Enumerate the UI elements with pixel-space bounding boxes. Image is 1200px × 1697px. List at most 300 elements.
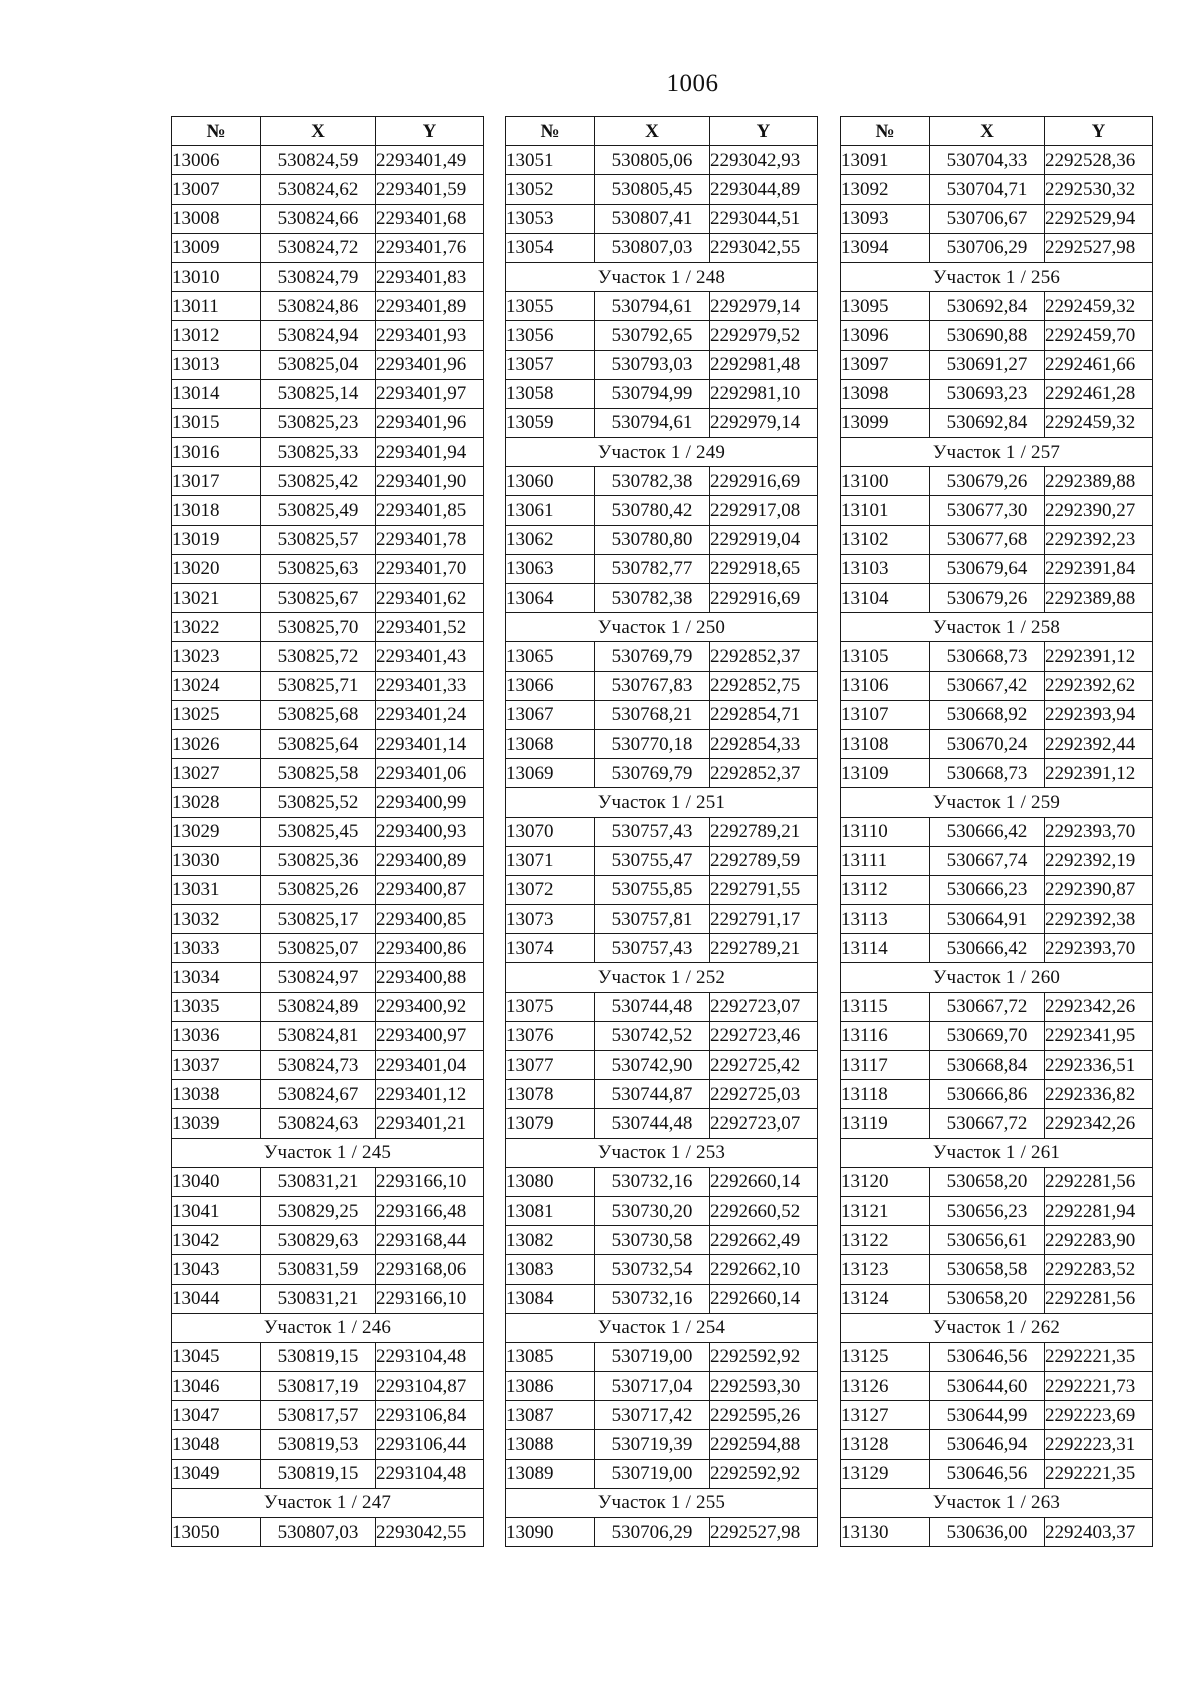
table-row xyxy=(172,379,484,408)
table-row xyxy=(841,759,1153,788)
y-coordinate: 2293042,55 xyxy=(710,233,818,262)
table-row xyxy=(506,642,818,671)
x-coordinate: 530668,84 xyxy=(930,1051,1045,1080)
table-row xyxy=(506,525,818,554)
table-row xyxy=(841,379,1153,408)
point-number: 13040 xyxy=(172,1167,261,1196)
table-row xyxy=(841,292,1153,321)
point-number: 13101 xyxy=(841,496,930,525)
point-number: 13054 xyxy=(506,233,595,262)
x-coordinate: 530807,41 xyxy=(595,204,710,233)
section-label: Участок 1 / 261 xyxy=(841,1138,1153,1167)
table-row xyxy=(172,1080,484,1109)
y-coordinate: 2292336,51 xyxy=(1045,1051,1153,1080)
section-label: Участок 1 / 259 xyxy=(841,788,1153,817)
table-row xyxy=(172,1226,484,1255)
point-number: 13069 xyxy=(506,759,595,788)
y-coordinate: 2293401,93 xyxy=(376,321,484,350)
table-row xyxy=(506,584,818,613)
x-coordinate: 530666,42 xyxy=(930,817,1045,846)
point-number: 13083 xyxy=(506,1255,595,1284)
point-number: 13007 xyxy=(172,175,261,204)
table-row xyxy=(172,1255,484,1284)
table-row xyxy=(172,700,484,729)
point-number: 13063 xyxy=(506,554,595,583)
point-number: 13096 xyxy=(841,321,930,350)
table-row xyxy=(506,1372,818,1401)
section-row xyxy=(506,1313,818,1342)
section-row xyxy=(506,1488,818,1517)
section-row xyxy=(841,1313,1153,1342)
point-number: 13019 xyxy=(172,525,261,554)
y-coordinate: 2292917,08 xyxy=(710,496,818,525)
point-number: 13099 xyxy=(841,408,930,437)
table-row xyxy=(841,875,1153,904)
table-row xyxy=(172,292,484,321)
x-coordinate: 530646,94 xyxy=(930,1430,1045,1459)
x-coordinate: 530829,25 xyxy=(261,1196,376,1225)
y-coordinate: 2292221,35 xyxy=(1045,1459,1153,1488)
y-coordinate: 2293166,10 xyxy=(376,1167,484,1196)
y-coordinate: 2293044,51 xyxy=(710,204,818,233)
y-coordinate: 2292283,52 xyxy=(1045,1255,1153,1284)
section-row xyxy=(172,1488,484,1517)
point-number: 13110 xyxy=(841,817,930,846)
x-coordinate: 530732,54 xyxy=(595,1255,710,1284)
y-coordinate: 2292342,26 xyxy=(1045,1109,1153,1138)
x-coordinate: 530831,21 xyxy=(261,1167,376,1196)
table-row xyxy=(172,408,484,437)
point-number: 13020 xyxy=(172,554,261,583)
point-number: 13051 xyxy=(506,146,595,175)
y-coordinate: 2292283,90 xyxy=(1045,1226,1153,1255)
point-number: 13032 xyxy=(172,905,261,934)
point-number: 13130 xyxy=(841,1518,930,1547)
table-row xyxy=(506,204,818,233)
point-number: 13066 xyxy=(506,671,595,700)
y-coordinate: 2293168,44 xyxy=(376,1226,484,1255)
y-coordinate: 2293400,99 xyxy=(376,788,484,817)
point-number: 13079 xyxy=(506,1109,595,1138)
header-y: Y xyxy=(710,117,818,146)
y-coordinate: 2292592,92 xyxy=(710,1342,818,1371)
table-row xyxy=(841,671,1153,700)
point-number: 13125 xyxy=(841,1342,930,1371)
x-coordinate: 530742,52 xyxy=(595,1021,710,1050)
y-coordinate: 2292390,27 xyxy=(1045,496,1153,525)
table-row xyxy=(172,204,484,233)
x-coordinate: 530782,38 xyxy=(595,467,710,496)
y-coordinate: 2293401,59 xyxy=(376,175,484,204)
x-coordinate: 530755,47 xyxy=(595,846,710,875)
point-number: 13113 xyxy=(841,905,930,934)
point-number: 13128 xyxy=(841,1430,930,1459)
point-number: 13008 xyxy=(172,204,261,233)
section-row xyxy=(841,788,1153,817)
x-coordinate: 530817,57 xyxy=(261,1401,376,1430)
table-row xyxy=(172,963,484,992)
y-coordinate: 2293401,89 xyxy=(376,292,484,321)
x-coordinate: 530825,23 xyxy=(261,408,376,437)
table-row xyxy=(841,525,1153,554)
header-y: Y xyxy=(376,117,484,146)
point-number: 13120 xyxy=(841,1167,930,1196)
y-coordinate: 2292393,70 xyxy=(1045,817,1153,846)
table-row xyxy=(841,817,1153,846)
section-row xyxy=(506,262,818,291)
point-number: 13045 xyxy=(172,1342,261,1371)
point-number: 13088 xyxy=(506,1430,595,1459)
section-label: Участок 1 / 247 xyxy=(172,1488,484,1517)
x-coordinate: 530824,86 xyxy=(261,292,376,321)
table-row xyxy=(172,671,484,700)
point-number: 13100 xyxy=(841,467,930,496)
table-row xyxy=(172,554,484,583)
table-row xyxy=(841,642,1153,671)
point-number: 13058 xyxy=(506,379,595,408)
y-coordinate: 2292723,07 xyxy=(710,1109,818,1138)
section-label: Участок 1 / 253 xyxy=(506,1138,818,1167)
point-number: 13087 xyxy=(506,1401,595,1430)
x-coordinate: 530824,79 xyxy=(261,262,376,291)
point-number: 13026 xyxy=(172,729,261,758)
y-coordinate: 2293400,88 xyxy=(376,963,484,992)
x-coordinate: 530730,20 xyxy=(595,1196,710,1225)
y-coordinate: 2292221,73 xyxy=(1045,1372,1153,1401)
point-number: 13049 xyxy=(172,1459,261,1488)
table-row xyxy=(841,1167,1153,1196)
x-coordinate: 530825,33 xyxy=(261,438,376,467)
y-coordinate: 2292662,49 xyxy=(710,1226,818,1255)
y-coordinate: 2293401,24 xyxy=(376,700,484,729)
table-row xyxy=(172,584,484,613)
x-coordinate: 530679,26 xyxy=(930,584,1045,613)
x-coordinate: 530794,61 xyxy=(595,408,710,437)
point-number: 13095 xyxy=(841,292,930,321)
table-row xyxy=(506,1342,818,1371)
table-row xyxy=(506,496,818,525)
table-row xyxy=(172,1167,484,1196)
y-coordinate: 2293401,43 xyxy=(376,642,484,671)
x-coordinate: 530824,81 xyxy=(261,1021,376,1050)
point-number: 13102 xyxy=(841,525,930,554)
section-row xyxy=(506,438,818,467)
point-number: 13015 xyxy=(172,408,261,437)
x-coordinate: 530755,85 xyxy=(595,875,710,904)
section-label: Участок 1 / 254 xyxy=(506,1313,818,1342)
point-number: 13012 xyxy=(172,321,261,350)
x-coordinate: 530656,23 xyxy=(930,1196,1045,1225)
section-row xyxy=(841,963,1153,992)
x-coordinate: 530782,38 xyxy=(595,584,710,613)
x-coordinate: 530769,79 xyxy=(595,759,710,788)
x-coordinate: 530825,49 xyxy=(261,496,376,525)
point-number: 13030 xyxy=(172,846,261,875)
point-number: 13084 xyxy=(506,1284,595,1313)
y-coordinate: 2293401,12 xyxy=(376,1080,484,1109)
table-row xyxy=(172,175,484,204)
y-coordinate: 2293400,85 xyxy=(376,905,484,934)
table-row xyxy=(841,1080,1153,1109)
table-row xyxy=(841,204,1153,233)
y-coordinate: 2292281,56 xyxy=(1045,1284,1153,1313)
point-number: 13041 xyxy=(172,1196,261,1225)
point-number: 13064 xyxy=(506,584,595,613)
y-coordinate: 2292403,37 xyxy=(1045,1518,1153,1547)
y-coordinate: 2292393,94 xyxy=(1045,700,1153,729)
x-coordinate: 530807,03 xyxy=(261,1518,376,1547)
y-coordinate: 2292223,31 xyxy=(1045,1430,1153,1459)
table-row xyxy=(172,729,484,758)
table-row xyxy=(841,175,1153,204)
point-number: 13014 xyxy=(172,379,261,408)
point-number: 13050 xyxy=(172,1518,261,1547)
point-number: 13129 xyxy=(841,1459,930,1488)
section-label: Участок 1 / 255 xyxy=(506,1488,818,1517)
y-coordinate: 2292390,87 xyxy=(1045,875,1153,904)
x-coordinate: 530666,86 xyxy=(930,1080,1045,1109)
x-coordinate: 530667,72 xyxy=(930,992,1045,1021)
y-coordinate: 2292979,14 xyxy=(710,292,818,321)
point-number: 13061 xyxy=(506,496,595,525)
table-row xyxy=(172,759,484,788)
y-coordinate: 2292392,62 xyxy=(1045,671,1153,700)
point-number: 13085 xyxy=(506,1342,595,1371)
y-coordinate: 2292595,26 xyxy=(710,1401,818,1430)
x-coordinate: 530679,64 xyxy=(930,554,1045,583)
point-number: 13053 xyxy=(506,204,595,233)
x-coordinate: 530782,77 xyxy=(595,554,710,583)
x-coordinate: 530706,67 xyxy=(930,204,1045,233)
y-coordinate: 2292223,69 xyxy=(1045,1401,1153,1430)
y-coordinate: 2292723,07 xyxy=(710,992,818,1021)
point-number: 13122 xyxy=(841,1226,930,1255)
y-coordinate: 2292918,65 xyxy=(710,554,818,583)
table-row xyxy=(172,438,484,467)
point-number: 13119 xyxy=(841,1109,930,1138)
section-row xyxy=(506,963,818,992)
table-row xyxy=(172,1021,484,1050)
y-coordinate: 2293106,84 xyxy=(376,1401,484,1430)
x-coordinate: 530717,04 xyxy=(595,1372,710,1401)
point-number: 13116 xyxy=(841,1021,930,1050)
point-number: 13107 xyxy=(841,700,930,729)
y-coordinate: 2292725,42 xyxy=(710,1051,818,1080)
point-number: 13092 xyxy=(841,175,930,204)
x-coordinate: 530825,64 xyxy=(261,729,376,758)
table-row xyxy=(172,525,484,554)
x-coordinate: 530656,61 xyxy=(930,1226,1045,1255)
y-coordinate: 2293401,83 xyxy=(376,262,484,291)
point-number: 13080 xyxy=(506,1167,595,1196)
table-row xyxy=(506,1518,818,1547)
section-row xyxy=(841,438,1153,467)
table-row xyxy=(841,1284,1153,1313)
y-coordinate: 2293400,97 xyxy=(376,1021,484,1050)
x-coordinate: 530677,30 xyxy=(930,496,1045,525)
point-number: 13013 xyxy=(172,350,261,379)
x-coordinate: 530825,70 xyxy=(261,613,376,642)
y-coordinate: 2293400,89 xyxy=(376,846,484,875)
table-row xyxy=(841,846,1153,875)
y-coordinate: 2293401,52 xyxy=(376,613,484,642)
point-number: 13024 xyxy=(172,671,261,700)
y-coordinate: 2292281,56 xyxy=(1045,1167,1153,1196)
y-coordinate: 2292392,19 xyxy=(1045,846,1153,875)
y-coordinate: 2292391,84 xyxy=(1045,554,1153,583)
table-row xyxy=(506,729,818,758)
x-coordinate: 530742,90 xyxy=(595,1051,710,1080)
point-number: 13009 xyxy=(172,233,261,262)
table-row xyxy=(506,1430,818,1459)
point-number: 13055 xyxy=(506,292,595,321)
x-coordinate: 530744,48 xyxy=(595,1109,710,1138)
x-coordinate: 530824,94 xyxy=(261,321,376,350)
x-coordinate: 530819,53 xyxy=(261,1430,376,1459)
point-number: 13067 xyxy=(506,700,595,729)
point-number: 13089 xyxy=(506,1459,595,1488)
y-coordinate: 2293400,87 xyxy=(376,875,484,904)
y-coordinate: 2292979,52 xyxy=(710,321,818,350)
y-coordinate: 2292916,69 xyxy=(710,584,818,613)
point-number: 13086 xyxy=(506,1372,595,1401)
point-number: 13062 xyxy=(506,525,595,554)
point-number: 13027 xyxy=(172,759,261,788)
x-coordinate: 530667,42 xyxy=(930,671,1045,700)
point-number: 13076 xyxy=(506,1021,595,1050)
point-number: 13112 xyxy=(841,875,930,904)
table-row xyxy=(172,875,484,904)
y-coordinate: 2292662,10 xyxy=(710,1255,818,1284)
table-row xyxy=(841,1226,1153,1255)
x-coordinate: 530732,16 xyxy=(595,1284,710,1313)
x-coordinate: 530691,27 xyxy=(930,350,1045,379)
point-number: 13042 xyxy=(172,1226,261,1255)
x-coordinate: 530666,42 xyxy=(930,934,1045,963)
x-coordinate: 530768,21 xyxy=(595,700,710,729)
x-coordinate: 530825,45 xyxy=(261,817,376,846)
x-coordinate: 530692,84 xyxy=(930,292,1045,321)
section-label: Участок 1 / 252 xyxy=(506,963,818,992)
x-coordinate: 530825,68 xyxy=(261,700,376,729)
y-coordinate: 2293401,21 xyxy=(376,1109,484,1138)
x-coordinate: 530706,29 xyxy=(930,233,1045,262)
table-row xyxy=(172,233,484,262)
x-coordinate: 530794,99 xyxy=(595,379,710,408)
y-coordinate: 2292660,14 xyxy=(710,1167,818,1196)
point-number: 13121 xyxy=(841,1196,930,1225)
table-row xyxy=(841,1196,1153,1225)
x-coordinate: 530807,03 xyxy=(595,233,710,262)
x-coordinate: 530668,73 xyxy=(930,642,1045,671)
y-coordinate: 2293166,48 xyxy=(376,1196,484,1225)
table-row xyxy=(841,321,1153,350)
header-x: X xyxy=(930,117,1045,146)
y-coordinate: 2292529,94 xyxy=(1045,204,1153,233)
point-number: 13127 xyxy=(841,1401,930,1430)
table-row xyxy=(506,1167,818,1196)
x-coordinate: 530831,21 xyxy=(261,1284,376,1313)
x-coordinate: 530829,63 xyxy=(261,1226,376,1255)
y-coordinate: 2293400,86 xyxy=(376,934,484,963)
x-coordinate: 530757,43 xyxy=(595,817,710,846)
point-number: 13106 xyxy=(841,671,930,700)
x-coordinate: 530824,67 xyxy=(261,1080,376,1109)
y-coordinate: 2292594,88 xyxy=(710,1430,818,1459)
y-coordinate: 2292723,46 xyxy=(710,1021,818,1050)
x-coordinate: 530744,48 xyxy=(595,992,710,1021)
x-coordinate: 530693,23 xyxy=(930,379,1045,408)
table-row xyxy=(841,467,1153,496)
x-coordinate: 530817,19 xyxy=(261,1372,376,1401)
table-row xyxy=(172,1401,484,1430)
coordinates-table-3 xyxy=(840,116,1153,1547)
x-coordinate: 530692,84 xyxy=(930,408,1045,437)
x-coordinate: 530668,73 xyxy=(930,759,1045,788)
table-row xyxy=(172,350,484,379)
y-coordinate: 2293042,93 xyxy=(710,146,818,175)
x-coordinate: 530825,58 xyxy=(261,759,376,788)
x-coordinate: 530825,71 xyxy=(261,671,376,700)
x-coordinate: 530636,00 xyxy=(930,1518,1045,1547)
y-coordinate: 2293400,92 xyxy=(376,992,484,1021)
table-row xyxy=(841,1051,1153,1080)
point-number: 13059 xyxy=(506,408,595,437)
table-row xyxy=(841,1430,1153,1459)
coordinates-table-2 xyxy=(505,116,818,1547)
x-coordinate: 530825,04 xyxy=(261,350,376,379)
x-coordinate: 530792,65 xyxy=(595,321,710,350)
section-label: Участок 1 / 246 xyxy=(172,1313,484,1342)
point-number: 13047 xyxy=(172,1401,261,1430)
table-row xyxy=(841,350,1153,379)
table-row xyxy=(506,1226,818,1255)
table-row xyxy=(506,846,818,875)
point-number: 13091 xyxy=(841,146,930,175)
point-number: 13017 xyxy=(172,467,261,496)
y-coordinate: 2293106,44 xyxy=(376,1430,484,1459)
point-number: 13111 xyxy=(841,846,930,875)
section-row xyxy=(841,1488,1153,1517)
y-coordinate: 2293401,70 xyxy=(376,554,484,583)
y-coordinate: 2292981,10 xyxy=(710,379,818,408)
x-coordinate: 530825,67 xyxy=(261,584,376,613)
x-coordinate: 530667,74 xyxy=(930,846,1045,875)
point-number: 13068 xyxy=(506,729,595,758)
x-coordinate: 530824,73 xyxy=(261,1051,376,1080)
y-coordinate: 2292459,32 xyxy=(1045,408,1153,437)
x-coordinate: 530831,59 xyxy=(261,1255,376,1284)
y-coordinate: 2292530,32 xyxy=(1045,175,1153,204)
table-row xyxy=(506,875,818,904)
x-coordinate: 530824,63 xyxy=(261,1109,376,1138)
x-coordinate: 530706,29 xyxy=(595,1518,710,1547)
section-label: Участок 1 / 262 xyxy=(841,1313,1153,1342)
x-coordinate: 530825,26 xyxy=(261,875,376,904)
table-row xyxy=(841,1342,1153,1371)
point-number: 13016 xyxy=(172,438,261,467)
table-row xyxy=(172,496,484,525)
y-coordinate: 2292789,21 xyxy=(710,817,818,846)
table-row xyxy=(506,1401,818,1430)
y-coordinate: 2292527,98 xyxy=(1045,233,1153,262)
table-row xyxy=(506,992,818,1021)
x-coordinate: 530825,52 xyxy=(261,788,376,817)
table-row xyxy=(506,759,818,788)
x-coordinate: 530658,58 xyxy=(930,1255,1045,1284)
y-coordinate: 2292852,37 xyxy=(710,642,818,671)
point-number: 13036 xyxy=(172,1021,261,1050)
